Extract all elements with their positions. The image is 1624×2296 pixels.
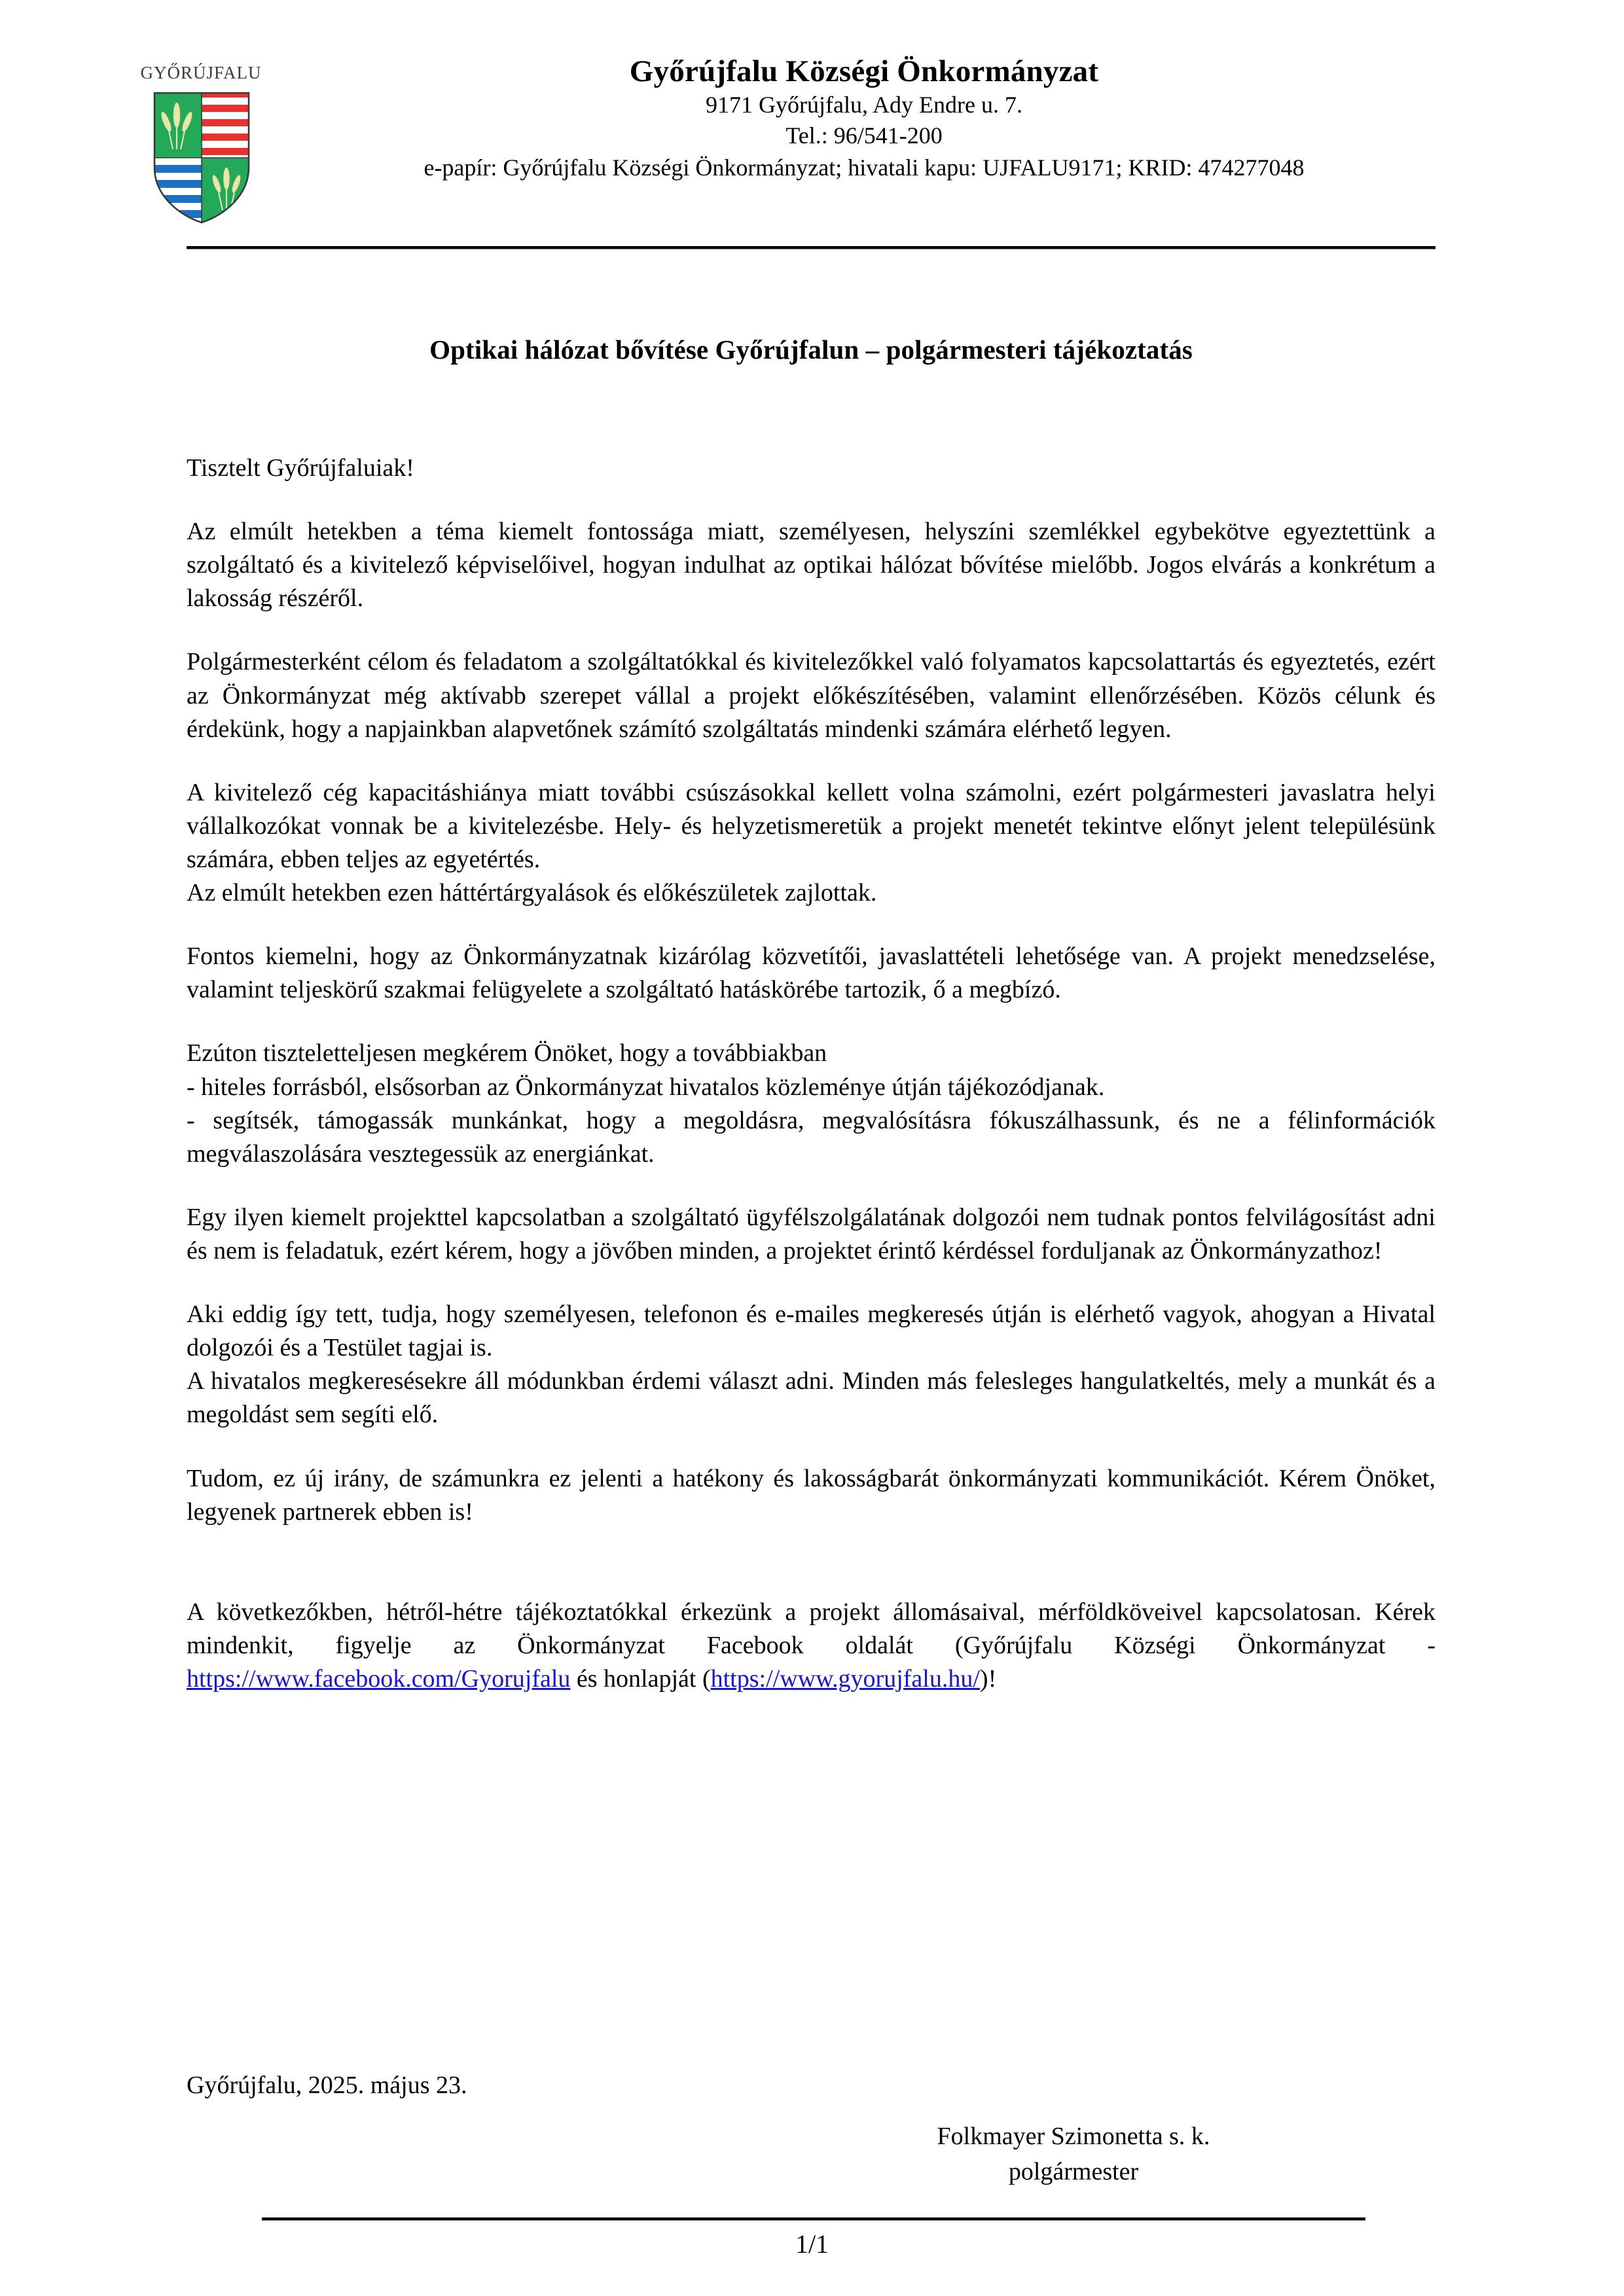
paragraph-1: Az elmúlt hetekben a téma kiemelt fontossága miatt, személyesen, helyszíni szemlékkel egybekötve egyeztettünk a szolgáltató és a kivitelező képviselőivel, hogyan indulhat az optikai hálózat bővítése mielőbb. Jogos elvárás a konkrétum a lakosság részéről.: [187, 518, 1435, 613]
signature-role: polgármester: [1008, 2157, 1139, 2185]
organization-address: 9171 Győrújfalu, Ady Endre u. 7.: [706, 92, 1022, 118]
header-divider: [187, 246, 1435, 249]
bullet-item-1: - hiteles forrásból, elsősorban az Önkormányzat hivatalos közleménye útján tájékozódjanak.: [187, 1073, 1105, 1101]
paragraph-3: A kivitelező cég kapacitáshiánya miatt további csúszásokkal kellett volna számolni, ezért polgármesteri javaslatra helyi vállalkozókat vonnak be a kivitelezésbe. Hely- és helyzetismeretük a projekt menetét tekintve előnyt jelent településünk számára, ebben teljes az egyetértés.: [187, 778, 1435, 873]
paragraph-8: A hivatalos megkeresésekre áll módunkban érdemi választ adni. Minden más felesleges hangulatkeltés, mely a munkát és a megoldást sem segíti elő.: [187, 1367, 1435, 1429]
letterhead-text: [275, 54, 1453, 183]
closing-paragraph: [187, 1596, 1435, 1696]
organization-phone: Tel.: 96/541-200: [785, 122, 943, 149]
facebook-link[interactable]: https://www.facebook.com/Gyorujfalu: [187, 1664, 571, 1693]
closing-mid: és honlapját: [576, 1664, 696, 1693]
signature-place-date: Győrújfalu, 2025. május 23.: [187, 2072, 467, 2099]
organization-epaper: e-papír: Győrújfalu Községi Önkormányzat; hivatali kapu: UJFALU9171; KRID: 474277048: [424, 154, 1305, 181]
bullet-item-2: - segítsék, támogassák munkánkat, hogy a megoldásra, megvalósításra fókuszálhassunk, és ne a félinformációk megválaszolására vesztegessük az energiánkat.: [187, 1106, 1435, 1168]
website-link[interactable]: https://www.gyorujfalu.hu/: [710, 1664, 980, 1693]
paragraph-9: Tudom, ez új irány, de számunkra ez jelenti a hatékony és lakosságbarát önkormányzati kommunikációt. Kérem Önöket, legyenek partnerek ebben is!: [187, 1464, 1435, 1526]
paragraph-4: Fontos kiemelni, hogy az Önkormányzatnak kizárólag közvetítői, javaslattételi lehetősége van. A projekt menedzselése, valamint teljeskörű szakmai felügyelete a szolgáltató hatáskörébe tartozik, ő a megbízó.: [187, 942, 1435, 1004]
body-spacer: [187, 1559, 1435, 1596]
municipality-crest: [128, 63, 274, 245]
closing-open-paren: (: [702, 1664, 711, 1693]
letterhead: [0, 54, 1624, 250]
paragraph-2: Polgármesterként célom és feladatom a szolgáltatókkal és kivitelezőkkel való folyamatos kapcsolattartás és egyeztetés, ezért az Önkormányzat még aktívabb szerepet vállal a projekt előkészítésében, valamint ellenőrzésében. Közös célunk és érdekünk, hogy a napjainkban alapvetőnek számító szolgáltatás mindenki számára elérhető legyen.: [187, 648, 1435, 743]
organization-title: Győrújfalu Községi Önkormányzat: [629, 54, 1099, 88]
coat-of-arms-shield-icon: [152, 90, 251, 225]
footer-divider: [262, 2217, 1365, 2221]
document-body: [187, 452, 1435, 1726]
page-title: Optikai hálózat bővítése Győrújfalun – polgármesteri tájékoztatás: [429, 334, 1193, 365]
signature-name: Folkmayer Szimonetta s. k.: [937, 2123, 1210, 2150]
paragraph-7: Aki eddig így tett, tudja, hogy személyesen, telefonon és e-mailes megkeresés útján is elérhető vagyok, ahogyan a Hivatal dolgozói és a Testület tagjai is.: [187, 1300, 1435, 1362]
closing-lead: A következőkben, hétről-hétre tájékoztatókkal érkezünk a projekt állomásaival, mérföldköveivel kapcsolatosan. Kérek mindenkit, figyelje az Önkormányzat Facebook oldalát (Győrújfalu Községi Önkormányzat: [187, 1598, 1435, 1659]
crest-name-label: GYŐRÚJFALU: [140, 63, 262, 82]
closing-dash: -: [1427, 1631, 1435, 1659]
paragraph-5-intro: Ezúton tiszteletteljesen megkérem Önöket, hogy a továbbiakban: [187, 1039, 827, 1067]
paragraph-3b: Az elmúlt hetekben ezen háttértárgyalások és előkészületek zajlottak.: [187, 879, 877, 907]
page-number: 1/1: [795, 2229, 829, 2259]
salutation: Tisztelt Győrújfaluiak!: [187, 454, 414, 482]
signature-block: [825, 2119, 1322, 2190]
closing-tail: )!: [979, 1664, 997, 1693]
paragraph-6: Egy ilyen kiemelt projekttel kapcsolatban a szolgáltató ügyfélszolgálatának dolgozói nem tudnak pontos felvilágosítást adni és nem is feladatuk, ezért kérem, hogy a jövőben minden, a projektet érintő kérdéssel forduljanak az Önkormányzathoz!: [187, 1203, 1435, 1265]
